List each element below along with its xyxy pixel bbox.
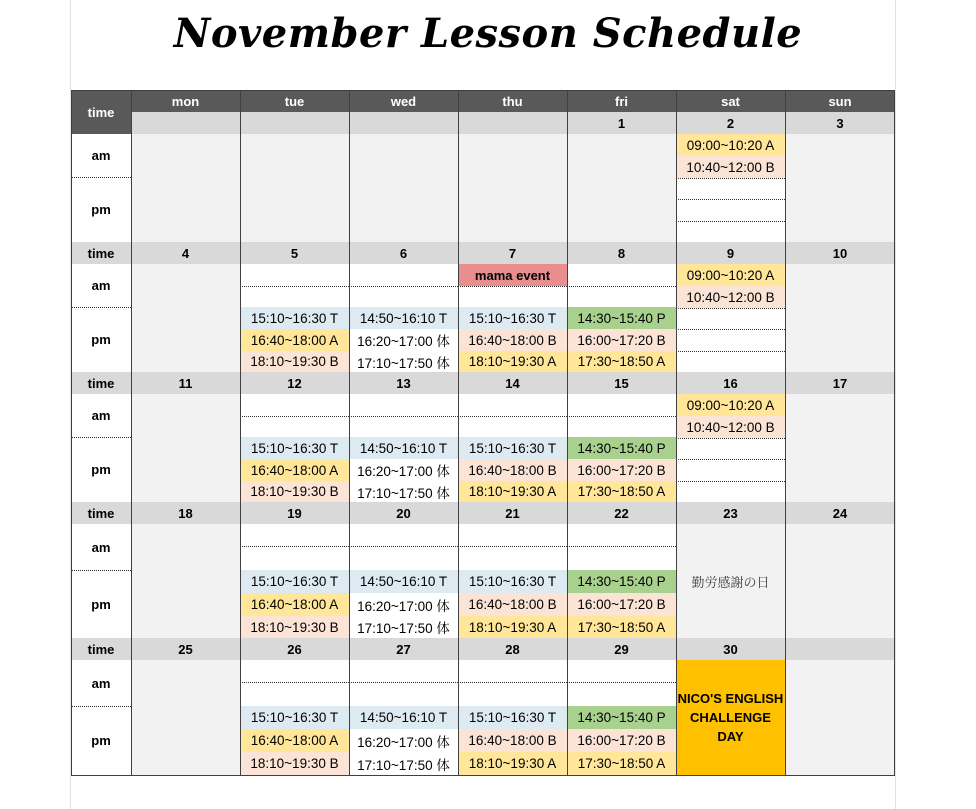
column-border [131,90,132,775]
slot-divider [349,682,458,683]
lesson-slot: 16:20~17:00 体 [349,459,458,481]
day-cell [785,134,895,242]
slot-divider [240,546,349,547]
slot-divider [458,546,567,547]
lesson-slot: 15:10~16:30 T [240,706,349,729]
date-cell: 9 [676,242,785,264]
lesson-slot: 18:10~19:30 A [458,752,567,775]
date-cell: 7 [458,242,567,264]
lesson-slot: 16:40~18:00 A [240,729,349,752]
lesson-slot: 09:00~10:20 A [676,394,785,416]
lesson-slot: 16:40~18:00 A [240,459,349,481]
slot-divider [676,308,785,309]
pm-label: pm [71,437,131,502]
date-cell [785,638,895,660]
day-cell [131,524,240,638]
date-cell: 12 [240,372,349,394]
column-border [567,90,568,775]
date-cell [240,112,349,134]
date-cell: 10 [785,242,895,264]
date-cell: 24 [785,502,895,524]
date-cell: 29 [567,638,676,660]
lesson-slot: 15:10~16:30 T [458,437,567,459]
date-cell: 2 [676,112,785,134]
day-cell [567,134,676,242]
slot-divider [676,438,785,439]
header-day-mon: mon [131,90,240,112]
special-event-cell: NICO'S ENGLISH CHALLENGE DAY [676,660,785,775]
lesson-slot: 14:50~16:10 T [349,307,458,329]
slot-divider [567,416,676,417]
lesson-slot: 14:30~15:40 P [567,570,676,593]
lesson-slot: 16:40~18:00 B [458,593,567,616]
am-label: am [71,660,131,706]
am-pm-divider [71,177,131,178]
date-cell: 16 [676,372,785,394]
week-time-label: time [71,502,131,524]
lesson-slot: 16:00~17:20 B [567,593,676,616]
am-label: am [71,394,131,437]
slot-divider [676,329,785,330]
column-border [240,90,241,775]
day-cell [131,134,240,242]
slot-divider [676,221,785,222]
slot-divider [349,546,458,547]
am-label: am [71,524,131,570]
lesson-slot: 18:10~19:30 B [240,351,349,372]
lesson-slot: 17:30~18:50 A [567,616,676,638]
lesson-slot: 18:10~19:30 B [240,752,349,775]
lesson-slot: 09:00~10:20 A [676,264,785,286]
page-title: November Lesson Schedule [173,10,803,57]
slot-divider [567,682,676,683]
date-cell [349,112,458,134]
lesson-slot: 17:10~17:50 体 [349,351,458,372]
date-cell: 23 [676,502,785,524]
am-label: am [71,134,131,177]
lesson-slot: 09:00~10:20 A [676,134,785,156]
lesson-slot: 16:40~18:00 B [458,329,567,351]
lesson-slot: 14:50~16:10 T [349,570,458,593]
date-cell: 14 [458,372,567,394]
lesson-slot: 18:10~19:30 B [240,481,349,502]
date-cell [131,112,240,134]
day-cell [785,524,895,638]
day-cell [131,394,240,502]
week-time-label: time [71,638,131,660]
date-cell: 19 [240,502,349,524]
am-label: am [71,264,131,307]
column-border [458,90,459,775]
lesson-slot: 15:10~16:30 T [458,570,567,593]
lesson-slot: 16:40~18:00 A [240,329,349,351]
slot-divider [240,286,349,287]
column-border [349,90,350,775]
lesson-slot: 16:40~18:00 B [458,459,567,481]
date-cell: 17 [785,372,895,394]
day-cell [785,264,895,372]
am-pm-divider [71,706,131,707]
lesson-slot: 14:50~16:10 T [349,706,458,729]
lesson-slot: 10:40~12:00 B [676,286,785,308]
pm-label: pm [71,307,131,372]
lesson-slot: 16:00~17:20 B [567,729,676,752]
slot-divider [676,199,785,200]
lesson-slot: 14:30~15:40 P [567,706,676,729]
day-cell [458,134,567,242]
column-border [894,90,895,775]
lesson-slot: 18:10~19:30 B [240,616,349,638]
header-day-fri: fri [567,90,676,112]
date-cell: 30 [676,638,785,660]
column-border [785,90,786,775]
day-cell [785,660,895,775]
week-time-label: time [71,242,131,264]
lesson-slot: 18:10~19:30 A [458,481,567,502]
date-cell: 3 [785,112,895,134]
date-cell: 11 [131,372,240,394]
slot-divider [676,481,785,482]
slot-divider [458,682,567,683]
pm-label: pm [71,177,131,242]
date-cell: 21 [458,502,567,524]
lesson-slot: 14:50~16:10 T [349,437,458,459]
lesson-slot: 15:10~16:30 T [240,437,349,459]
pm-label: pm [71,570,131,638]
week-time-label: time [71,372,131,394]
header-day-thu: thu [458,90,567,112]
column-border [71,90,72,775]
lesson-slot: 14:30~15:40 P [567,437,676,459]
lesson-slot: 10:40~12:00 B [676,416,785,438]
lesson-slot: 15:10~16:30 T [458,307,567,329]
am-pm-divider [71,307,131,308]
date-cell: 5 [240,242,349,264]
slot-divider [349,416,458,417]
lesson-slot: 18:10~19:30 A [458,616,567,638]
slot-divider [458,416,567,417]
day-cell [131,264,240,372]
lesson-slot: 16:20~17:00 体 [349,729,458,752]
header-day-tue: tue [240,90,349,112]
date-cell: 15 [567,372,676,394]
date-cell: 26 [240,638,349,660]
date-cell: 25 [131,638,240,660]
day-cell [131,660,240,775]
lesson-slot: 16:20~17:00 体 [349,329,458,351]
slot-divider [676,459,785,460]
am-pm-divider [71,437,131,438]
lesson-slot: 17:10~17:50 体 [349,752,458,775]
date-cell: 4 [131,242,240,264]
header-day-wed: wed [349,90,458,112]
lesson-slot: 16:40~18:00 B [458,729,567,752]
lesson-slot: 15:10~16:30 T [240,307,349,329]
day-cell [785,394,895,502]
lesson-slot: 17:10~17:50 体 [349,616,458,638]
date-cell [458,112,567,134]
slot-divider [240,416,349,417]
slot-divider [567,286,676,287]
lesson-slot: 17:10~17:50 体 [349,481,458,502]
slot-divider [676,178,785,179]
date-cell: 27 [349,638,458,660]
day-cell [240,134,349,242]
schedule-grid [71,90,895,775]
week-border [71,775,895,776]
column-border [676,90,677,775]
date-cell: 18 [131,502,240,524]
lesson-slot: 10:40~12:00 B [676,156,785,178]
date-cell: 1 [567,112,676,134]
date-cell: 20 [349,502,458,524]
slot-divider [567,546,676,547]
lesson-slot: 16:00~17:20 B [567,329,676,351]
lesson-slot: 17:30~18:50 A [567,351,676,372]
date-cell: 8 [567,242,676,264]
header-time-label: time [71,90,131,134]
date-cell: 28 [458,638,567,660]
holiday-label: 勤労感謝の日 [691,575,770,591]
date-cell: 6 [349,242,458,264]
pm-label: pm [71,706,131,775]
lesson-slot: 16:20~17:00 体 [349,593,458,616]
lesson-slot: 18:10~19:30 A [458,351,567,372]
header-day-sun: sun [785,90,895,112]
header-day-sat: sat [676,90,785,112]
lesson-slot: 16:40~18:00 A [240,593,349,616]
slot-divider [240,682,349,683]
slot-divider [349,286,458,287]
am-pm-divider [71,570,131,571]
lesson-slot: 17:30~18:50 A [567,752,676,775]
lesson-slot: 15:10~16:30 T [458,706,567,729]
day-cell [349,134,458,242]
slot-divider [458,286,567,287]
mama-event: mama event [458,264,567,286]
lesson-slot: 14:30~15:40 P [567,307,676,329]
date-cell: 13 [349,372,458,394]
lesson-slot: 15:10~16:30 T [240,570,349,593]
lesson-slot: 17:30~18:50 A [567,481,676,502]
date-cell: 22 [567,502,676,524]
top-border [71,90,895,91]
lesson-slot: 16:00~17:20 B [567,459,676,481]
slot-divider [676,351,785,352]
